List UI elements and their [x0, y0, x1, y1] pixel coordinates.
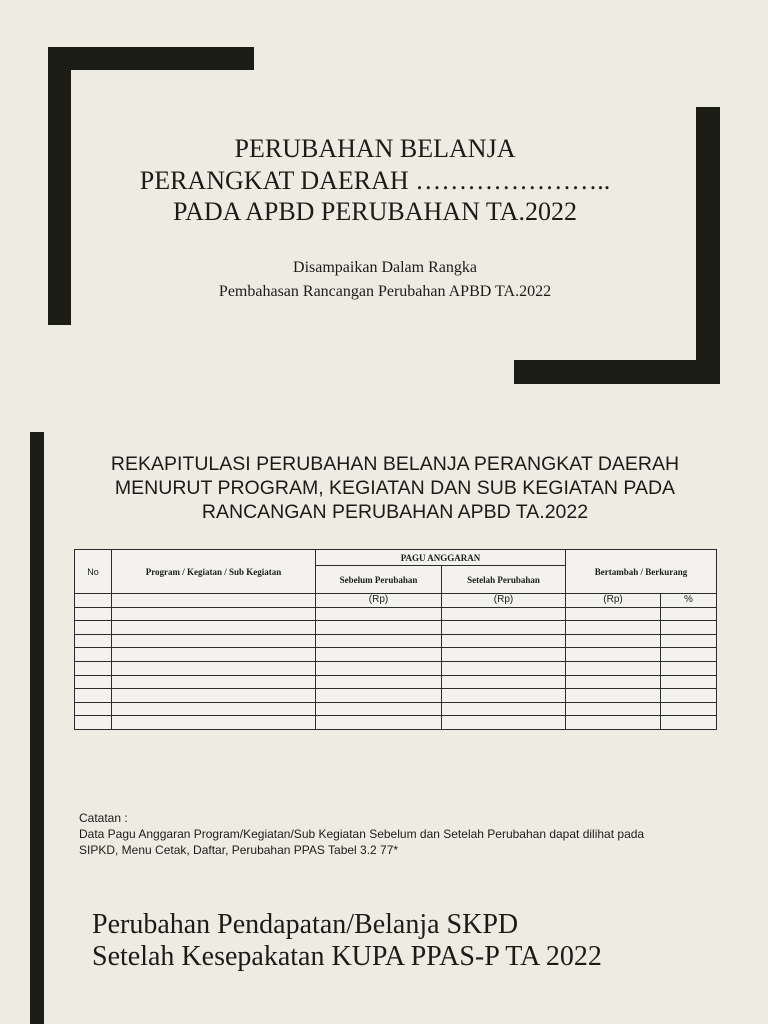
unit-cell-empty [75, 594, 112, 608]
unit-bertambah: (Rp) [566, 594, 661, 608]
slide-title-line-3: PADA APBD PERUBAHAN TA.2022 [173, 197, 577, 226]
table-cell [75, 689, 112, 703]
pagu-anggaran-table [74, 549, 717, 730]
table-cell [75, 716, 112, 730]
table-row [75, 648, 717, 662]
table-cell [566, 689, 661, 703]
unit-percent: % [661, 594, 717, 608]
table-cell [75, 702, 112, 716]
table-cell [75, 648, 112, 662]
table-cell [442, 702, 566, 716]
table-row [75, 689, 717, 703]
table-cell [316, 621, 442, 635]
table-cell [442, 689, 566, 703]
header-pagu-anggaran: PAGU ANGGARAN [316, 550, 566, 566]
unit-setelah: (Rp) [442, 594, 566, 608]
table-cell [566, 716, 661, 730]
slide-subtitle-line-1: Disampaikan Dalam Rangka [293, 259, 477, 276]
table-cell [661, 634, 717, 648]
table-cell [566, 648, 661, 662]
table-row [75, 621, 717, 635]
table-cell [661, 607, 717, 621]
unit-cell-empty [112, 594, 316, 608]
frame-right-bar [696, 107, 720, 384]
unit-sebelum: (Rp) [316, 594, 442, 608]
table-cell [112, 675, 316, 689]
table-cell [442, 675, 566, 689]
table-cell [112, 689, 316, 703]
table-cell [75, 675, 112, 689]
table-cell [75, 607, 112, 621]
header-sebelum-perubahan: Sebelum Perubahan [316, 566, 442, 594]
slide-title [0, 0, 768, 410]
table-cell [75, 634, 112, 648]
table-row [75, 634, 717, 648]
header-setelah-perubahan: Setelah Perubahan [442, 566, 566, 594]
slide-side-bar [30, 865, 44, 1024]
table-cell [316, 716, 442, 730]
table-row [75, 702, 717, 716]
table-cell [75, 661, 112, 675]
table-cell [661, 716, 717, 730]
table-cell [316, 675, 442, 689]
catatan-line-2: SIPKD, Menu Cetak, Daftar, Perubahan PPAS Tabel 3.2 77* [79, 843, 399, 857]
table-cell [112, 716, 316, 730]
table-cell [566, 607, 661, 621]
slide3-title-line-2: Setelah Kesepakatan KUPA PPAS-P TA 2022 [92, 941, 602, 972]
slide3-title-line-1: Perubahan Pendapatan/Belanja SKPD [92, 909, 519, 940]
slide3-title [92, 909, 602, 973]
table-cell [442, 648, 566, 662]
frame-bottom-bar [514, 360, 720, 384]
header-no: No [75, 550, 112, 594]
catatan-label: Catatan : [79, 811, 128, 825]
table-row [75, 607, 717, 621]
frame-left-bar [48, 47, 71, 325]
table-cell [75, 621, 112, 635]
table-cell [661, 621, 717, 635]
table-cell [112, 621, 316, 635]
table-cell [566, 661, 661, 675]
table-cell [112, 648, 316, 662]
rekap-heading-line-1: REKAPITULASI PERUBAHAN BELANJA PERANGKAT DAERAH [110, 453, 680, 475]
slide-perubahan-pendapatan [0, 865, 768, 1024]
table-row [75, 675, 717, 689]
header-program: Program / Kegiatan / Sub Kegiatan [112, 550, 316, 594]
table-cell [442, 716, 566, 730]
header-bertambah-berkurang: Bertambah / Berkurang [566, 550, 717, 594]
slide-side-bar [30, 432, 44, 865]
table-cell [112, 661, 316, 675]
frame-top-bar [48, 47, 254, 70]
rekap-heading-line-2: MENURUT PROGRAM, KEGIATAN DAN SUB KEGIATAN PADA [114, 477, 676, 499]
table-cell [316, 702, 442, 716]
table-cell [316, 689, 442, 703]
table-cell [112, 634, 316, 648]
table-cell [442, 661, 566, 675]
table-cell [661, 675, 717, 689]
rekap-heading [50, 452, 740, 524]
rekap-heading-line-3: RANCANGAN PERUBAHAN APBD TA.2022 [201, 501, 589, 523]
table-cell [566, 675, 661, 689]
slide-subtitle-line-2: Pembahasan Rancangan Perubahan APBD TA.2022 [218, 283, 552, 300]
table-cell [316, 648, 442, 662]
table-cell [661, 661, 717, 675]
table-cell [112, 702, 316, 716]
table-cell [661, 702, 717, 716]
table-cell [566, 702, 661, 716]
slide-rekapitulasi [0, 410, 768, 865]
table-cell [442, 621, 566, 635]
table-cell [566, 634, 661, 648]
slide-title-line-2: PERANGKAT DAERAH ………………….. [139, 166, 611, 195]
table-cell [316, 661, 442, 675]
table-cell [566, 621, 661, 635]
catatan-note [79, 810, 719, 858]
table-cell [316, 607, 442, 621]
table-cell [442, 607, 566, 621]
slide-title-line-1: PERUBAHAN BELANJA [234, 134, 516, 163]
catatan-line-1: Data Pagu Anggaran Program/Kegiatan/Sub Kegiatan Sebelum dan Setelah Perubahan dapat dilihat pada [79, 827, 645, 841]
table-row [75, 661, 717, 675]
table-cell [442, 634, 566, 648]
table-cell [661, 689, 717, 703]
table-cell [316, 634, 442, 648]
table-cell [661, 648, 717, 662]
table-body [75, 607, 717, 729]
table-cell [112, 607, 316, 621]
table-row [75, 716, 717, 730]
